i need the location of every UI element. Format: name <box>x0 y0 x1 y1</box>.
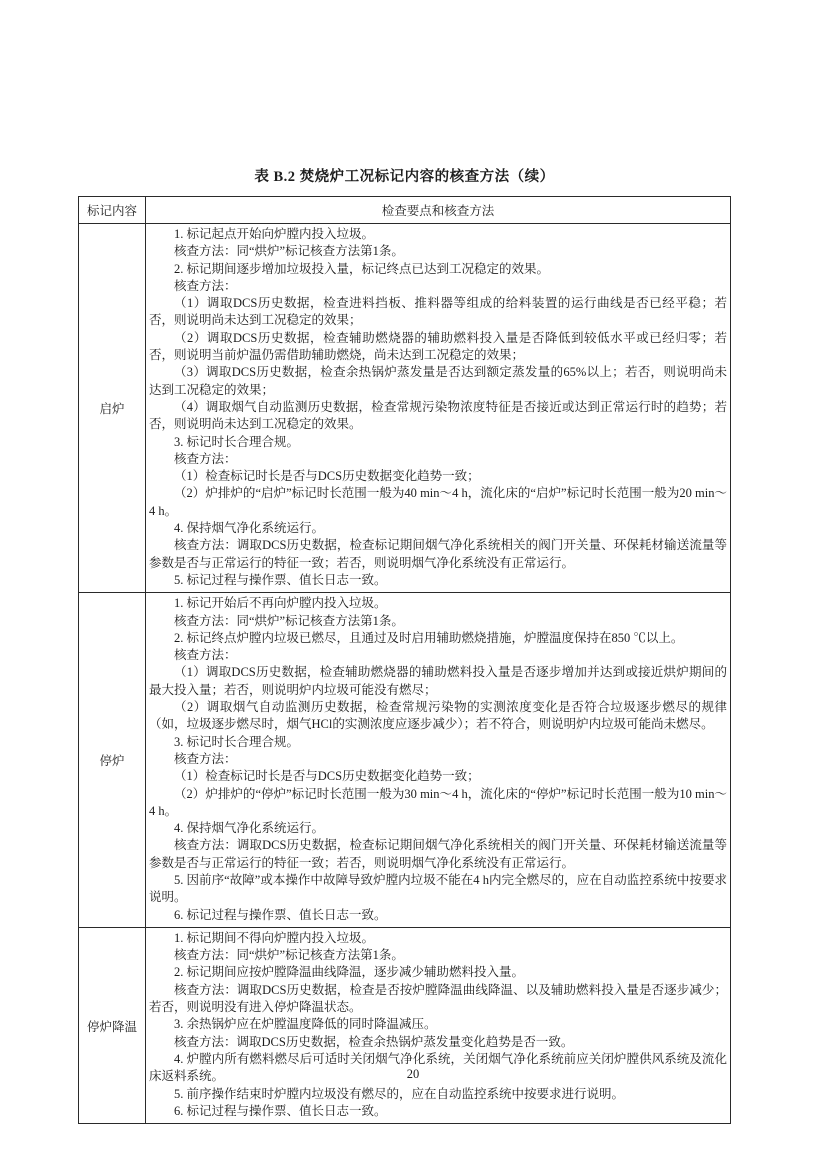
method-paragraph: （1）调取DCS历史数据，检查辅助燃烧器的辅助燃料投入量是否逐步增加并达到或接近烘炉期间的最大投入量；若否，则说明炉内垃圾可能没有燃尽； <box>149 665 727 697</box>
method-paragraph: 核查方法：调取DCS历史数据，检查标记期间烟气净化系统相关的阀门开关量、环保耗材输送流量等参数是否与正常运行的特征一致；若否，则说明烟气净化系统没有正常运行。 <box>149 538 727 570</box>
row-label-start-furnace: 启炉 <box>79 224 146 593</box>
method-paragraph: 核查方法：同“烘炉”标记核查方法第1条。 <box>174 613 404 628</box>
method-paragraph: 4. 保持烟气净化系统运行。 <box>174 821 325 836</box>
method-paragraph: （2）炉排炉的“停炉”标记时长范围一般为30 min～4 h，流化床的“停炉”标记时长范围一般为10 min～4 h。 <box>149 786 727 818</box>
method-paragraph: （3）调取DCS历史数据，检查余热锅炉蒸发量是否达到额定蒸发量的65%以上；若否，则说明尚未达到工况稳定的效果； <box>149 365 727 397</box>
method-paragraph: 2. 标记终点炉膛内垃圾已燃尽，且通过及时启用辅助燃烧措施，炉膛温度保持在850 ℃以上。 <box>174 630 684 645</box>
method-paragraph: 核查方法：同“烘炉”标记核查方法第1条。 <box>174 948 404 963</box>
method-paragraph: 3. 余热锅炉应在炉膛温度降低的同时降温减压。 <box>174 1017 437 1032</box>
method-paragraph: （1）检查标记时长是否与DCS历史数据变化趋势一致； <box>174 769 480 784</box>
table-header-row <box>79 197 731 224</box>
method-paragraph: 1. 标记起点开始向炉膛内投入垃圾。 <box>174 227 375 241</box>
method-paragraph: （2）炉排炉的“启炉”标记时长范围一般为40 min～4 h，流化床的“启炉”标记时长范围一般为20 min～4 h。 <box>149 486 727 518</box>
method-paragraph: 核查方法：同“烘炉”标记核查方法第1条。 <box>174 244 404 259</box>
method-paragraph: 核查方法： <box>174 751 237 766</box>
method-paragraph: 6. 标记过程与操作票、值长日志一致。 <box>174 907 387 922</box>
method-paragraph: 核查方法： <box>174 278 237 293</box>
method-paragraph: （2）调取DCS历史数据，检查辅助燃烧器的辅助燃料投入量是否降低到较低水平或已经归零；若否，则说明当前炉温仍需借助辅助燃烧，尚未达到工况稳定的效果； <box>149 330 727 363</box>
method-paragraph: 3. 标记时长合理合规。 <box>174 734 300 749</box>
table-row-stop-furnace <box>79 593 731 928</box>
method-paragraph: （2）调取烟气自动监测历史数据，检查常规污染物的实测浓度变化是否符合垃圾逐步燃尽的规律（如，垃圾逐步燃尽时，烟气HCl的实测浓度应逐步减少）；若不符合，则说明炉内垃圾可能尚未燃尽。 <box>149 700 727 732</box>
method-paragraph: 4. 炉膛内所有燃料燃尽后可适时关闭烟气净化系统，关闭烟气净化系统前应关闭炉膛供风系统及流化床返料系统。 <box>149 1051 727 1084</box>
row-label-stop-furnace: 停炉 <box>79 593 146 928</box>
method-paragraph: 核查方法： <box>174 451 237 466</box>
method-paragraph: 2. 标记期间应按炉膛降温曲线降温，逐步减少辅助燃料投入量。 <box>174 965 525 980</box>
method-paragraph: 核查方法：调取DCS历史数据，检查标记期间烟气净化系统相关的阀门开关量、环保耗材输送流量等参数是否与正常运行的特征一致；若否，则说明烟气净化系统没有正常运行。 <box>149 838 727 870</box>
method-paragraph: 5. 因前序“故障”或本操作中故障导致炉膛内垃圾不能在4 h内完全燃尽的，应在自动监控系统中按要求说明。 <box>149 872 727 905</box>
method-paragraph: 核查方法： <box>174 648 237 663</box>
method-paragraph: 1. 标记开始后不再向炉膛内投入垃圾。 <box>174 596 387 611</box>
method-paragraph: 4. 保持烟气净化系统运行。 <box>174 521 325 536</box>
method-paragraph: 核查方法：调取DCS历史数据，检查余热锅炉蒸发量变化趋势是否一致。 <box>174 1034 574 1049</box>
row-content-stop-furnace <box>146 593 731 928</box>
method-paragraph: 1. 标记期间不得向炉膛内投入垃圾。 <box>174 930 375 945</box>
method-paragraph: （4）调取烟气自动监测历史数据，检查常规污染物浓度特征是否接近或达到正常运行时的趋势；若否，则说明尚未达到工况稳定的效果。 <box>149 399 727 432</box>
row-content-stop-furnace-cooling <box>146 927 731 1123</box>
method-paragraph: 3. 标记时长合理合规。 <box>174 434 300 449</box>
method-paragraph: 6. 标记过程与操作票、值长日志一致。 <box>174 1103 387 1118</box>
row-label-stop-furnace-cooling: 停炉降温 <box>79 927 146 1123</box>
method-paragraph: （1）检查标记时长是否与DCS历史数据变化趋势一致； <box>174 469 480 484</box>
method-paragraph: （1）调取DCS历史数据，检查进料挡板、推料器等组成的给料装置的运行曲线是否已经平稳；若否，则说明尚未达到工况稳定的效果； <box>149 296 727 328</box>
column-header-mark-content: 标记内容 <box>79 197 146 224</box>
method-paragraph: 5. 标记过程与操作票、值长日志一致。 <box>174 572 387 587</box>
table-row-stop-furnace-cooling <box>79 927 731 1123</box>
page-number: 20 <box>406 1067 420 1081</box>
method-paragraph: 核查方法：调取DCS历史数据，检查是否按炉膛降温曲线降温、以及辅助燃料投入量是否逐步减少；若否，则说明没有进入停炉降温状态。 <box>149 982 727 1015</box>
column-header-check-method: 检查要点和核查方法 <box>146 197 731 224</box>
method-paragraph: 5. 前序操作结束时炉膛内垃圾没有燃尽的，应在自动监控系统中按要求进行说明。 <box>174 1086 625 1101</box>
table-row-start-furnace <box>79 224 731 593</box>
method-paragraph: 2. 标记期间逐步增加垃圾投入量，标记终点已达到工况稳定的效果。 <box>174 261 550 276</box>
table-title: 表 B.2 焚烧炉工况标记内容的核查方法（续） <box>254 169 555 185</box>
row-content-start-furnace <box>146 224 731 593</box>
verification-table <box>78 196 731 1124</box>
